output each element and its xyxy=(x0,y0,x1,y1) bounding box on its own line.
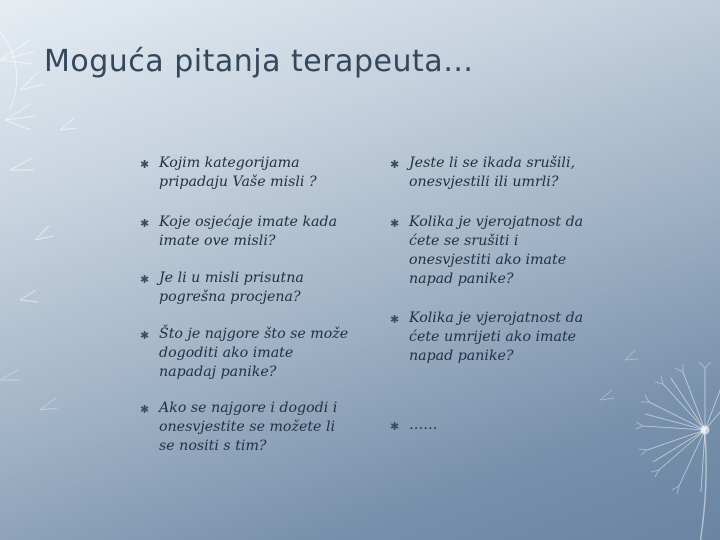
question-text: Što je najgore što se može dogoditi ako imate napadaj panike? xyxy=(159,326,349,380)
ellipsis-text: …… xyxy=(409,417,438,433)
slide-title: Moguća pitanja terapeuta… xyxy=(44,44,474,79)
question-text: Kolika je vjerojatnost da ćete umrijeti ako imate napad panike? xyxy=(409,310,584,364)
question-text: Ako se najgore i dogodi i onesvjestite se možete li se nositi s tim? xyxy=(159,400,338,454)
bullet-icon: ✱ xyxy=(390,420,400,433)
list-item xyxy=(390,213,600,289)
question-text: Je li u misli prisutna pogrešna procjena? xyxy=(159,270,304,305)
bullet-icon: ✱ xyxy=(390,158,400,171)
bullet-icon: ✱ xyxy=(140,329,150,342)
list-item xyxy=(390,309,600,366)
list-item xyxy=(390,154,600,192)
left-question-list xyxy=(140,154,350,456)
bullet-icon: ✱ xyxy=(140,273,150,286)
question-text: Jeste li se ikada srušili, onesvjestili ili umrli? xyxy=(409,155,575,190)
list-item xyxy=(140,154,350,192)
question-text: Koje osjećaje imate kada imate ove misli? xyxy=(159,214,338,249)
bullet-icon: ✱ xyxy=(390,217,400,230)
question-text: Kojim kategorijama pripadaju Vaše misli ? xyxy=(159,155,317,190)
bullet-icon: ✱ xyxy=(140,158,150,171)
bullet-icon: ✱ xyxy=(140,403,150,416)
list-item xyxy=(140,325,350,382)
right-question-list xyxy=(390,154,600,435)
list-item xyxy=(140,213,350,251)
question-text: Kolika je vjerojatnost da ćete se srušiti i onesvjestiti ako imate napad panike? xyxy=(409,214,584,287)
list-item xyxy=(390,416,600,435)
bullet-icon: ✱ xyxy=(140,217,150,230)
list-item xyxy=(140,399,350,456)
bullet-icon: ✱ xyxy=(390,313,400,326)
list-item xyxy=(140,269,350,307)
